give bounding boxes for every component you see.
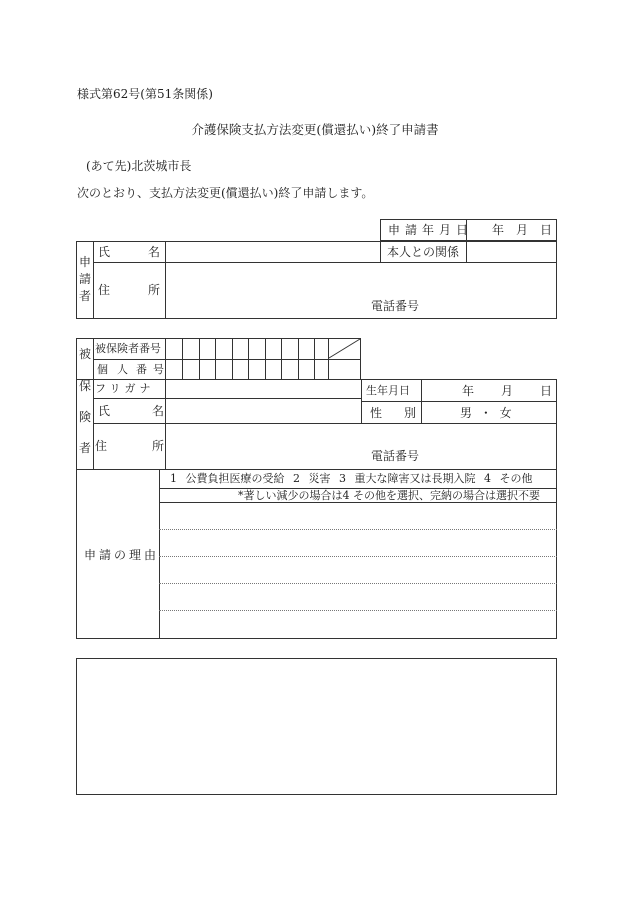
addressee: (あて先)北茨城市長 (86, 159, 192, 173)
applicant-name-label-a: 氏 (98, 245, 111, 259)
insured-address-label-b: 所 (152, 439, 165, 453)
gender-label-a: 性 (370, 406, 383, 420)
insured-name-field[interactable] (166, 399, 360, 422)
application-date-day: 日 (540, 223, 553, 237)
reason-options[interactable]: 1 公費負担医療の受給 2 災害 3 重大な障害又は長期入院 4 その他 (170, 472, 533, 485)
birth-day: 日 (540, 384, 553, 398)
furigana-field[interactable] (166, 380, 360, 397)
insured-label-4: 者 (79, 441, 92, 455)
relation-field[interactable] (467, 242, 556, 261)
reason-note: *著しい減少の場合は4 その他を選択、完納の場合は選択不要 (238, 489, 540, 502)
personal-number-label-1: 個 (97, 363, 108, 376)
applicant-name-label-b: 名 (148, 245, 161, 259)
intro-text: 次のとおり、支払方法変更(償還払い)終了申請します。 (77, 186, 374, 200)
application-date-month: 月 (516, 223, 529, 237)
applicant-label-2: 請 (79, 272, 92, 286)
applicant-phone-label: 電話番号 (371, 299, 420, 313)
applicant-label-3: 者 (79, 289, 92, 303)
applicant-label-1: 申 (79, 255, 92, 269)
insured-label-3: 険 (79, 410, 92, 424)
form-title: 介護保険支払方法変更(償還払い)終了申請書 (191, 122, 439, 137)
birth-year: 年 (462, 384, 475, 398)
application-date-label: 申請年月日 (388, 223, 474, 237)
personal-number-label-2: 人 (117, 363, 128, 376)
insured-label-1: 被 (79, 347, 92, 361)
furigana-label: フリガナ (95, 382, 155, 395)
form-number: 様式第62号(第51条関係) (77, 87, 213, 101)
applicant-address-field[interactable] (166, 263, 556, 318)
gender-label-b: 別 (404, 406, 417, 420)
insurance-number-label: 被保険者番号 (95, 342, 161, 355)
reason-detail-field[interactable] (160, 503, 556, 638)
applicant-name-field[interactable] (166, 242, 379, 261)
insured-phone-label: 電話番号 (371, 449, 420, 463)
insurance-number-field[interactable] (166, 339, 328, 358)
applicant-address-label-a: 住 (98, 283, 111, 297)
insured-name-label-b: 名 (152, 404, 165, 418)
insured-address-label-a: 住 (95, 439, 108, 453)
birth-date-label: 生年月日 (366, 384, 410, 397)
insured-address-field[interactable] (166, 424, 556, 469)
birth-date-field[interactable] (422, 380, 556, 400)
applicant-address-label-b: 所 (148, 283, 161, 297)
birth-month: 月 (501, 384, 514, 398)
personal-number-label-3: 番 (136, 363, 147, 376)
personal-number-field[interactable] (166, 360, 360, 379)
gender-options[interactable]: 男 ・ 女 (460, 406, 514, 420)
application-date-year: 年 (492, 223, 505, 237)
insured-name-label-a: 氏 (98, 404, 111, 418)
insurance-number-unused-cell-slash (328, 338, 361, 359)
relation-label: 本人との関係 (387, 245, 460, 259)
insured-label-2: 保 (79, 379, 92, 393)
office-use-box (76, 658, 557, 795)
reason-label: 申請の理由 (84, 548, 160, 562)
personal-number-label-4: 号 (153, 363, 164, 376)
